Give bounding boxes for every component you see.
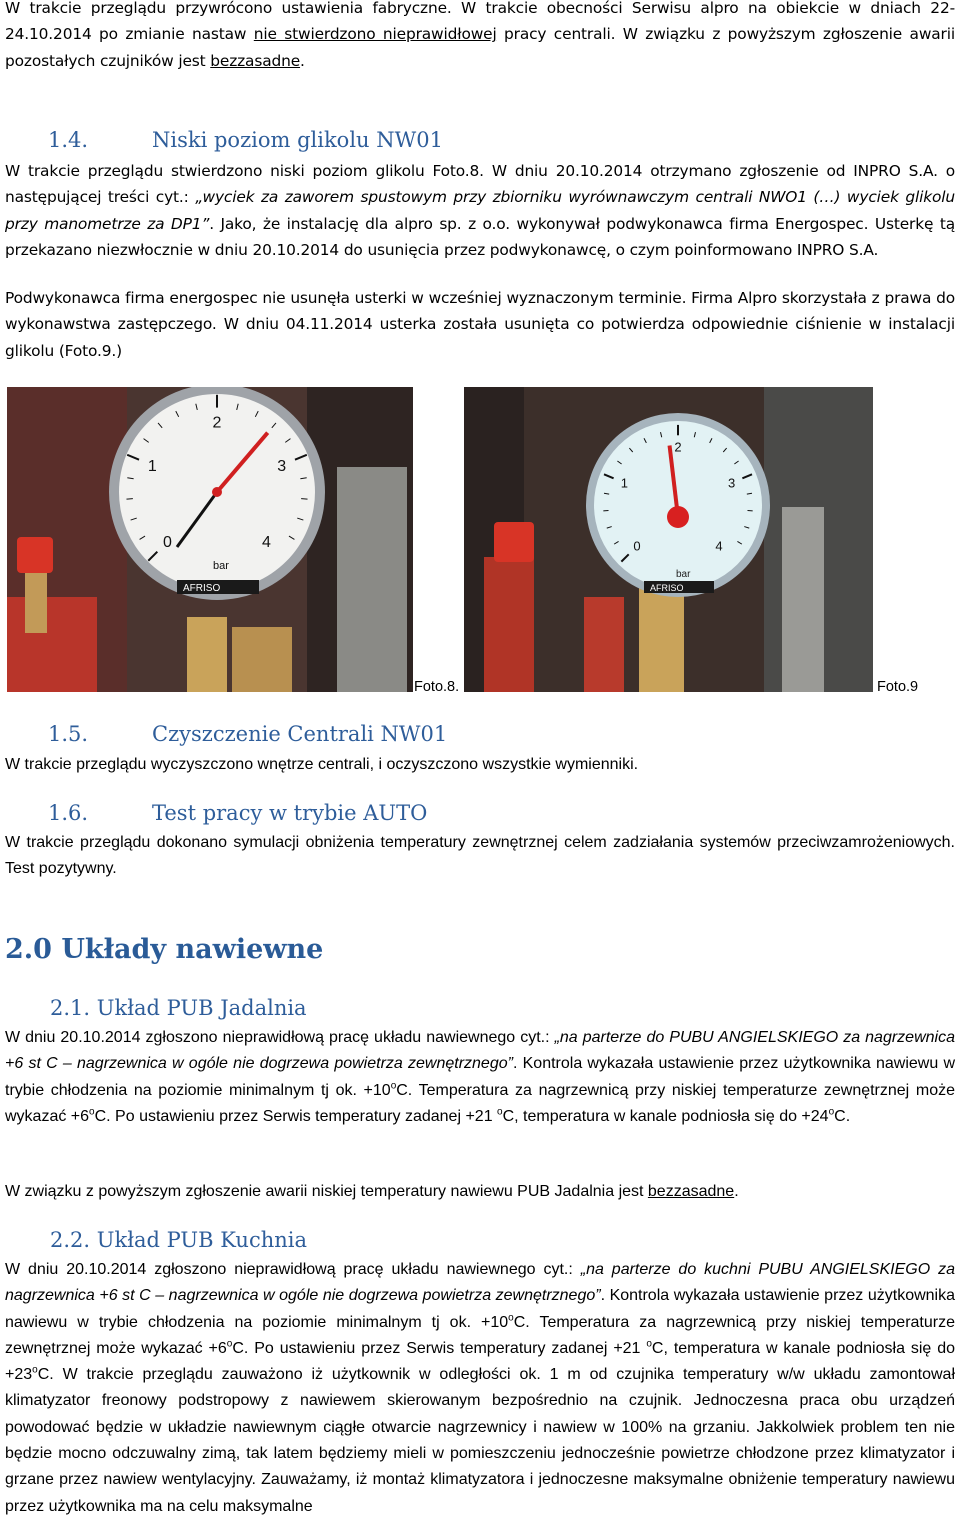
gauge-tick-label: 0 bbox=[633, 538, 641, 554]
section-title: Układ PUB Jadalnia bbox=[96, 996, 307, 1020]
gauge-tick-label: 3 bbox=[727, 475, 736, 491]
gauge-tick-label: 4 bbox=[715, 538, 723, 554]
text: Podwykonawca firma energospec nie usunęła usterki w wcześniej wyznaczonym terminie. Firma Alpro skorzystała z prawa do wykonawstwa zastępczego. W dniu 04.11.2014 usterka została usunięta co potwierdza odpowiednie ciśnienie w instalacji glikolu (Foto.9.) bbox=[5, 289, 955, 360]
heading-2-0: 2.0 Układy nawiewne bbox=[5, 934, 324, 965]
text: C. Po ustawieniu przez Serwis temperatury zadanej +21 bbox=[94, 1107, 498, 1125]
section-title: Test pracy w trybie AUTO bbox=[152, 801, 428, 825]
text: . bbox=[734, 1183, 739, 1200]
degree-sign: o bbox=[89, 1106, 95, 1118]
heading-1-4 bbox=[48, 128, 443, 152]
photo-foto-9 bbox=[464, 387, 873, 692]
text: . bbox=[300, 51, 305, 70]
degree-sign: o bbox=[646, 1338, 652, 1350]
gauge-unit-label: bar bbox=[213, 560, 229, 572]
caption-foto-9: Foto.9 bbox=[877, 679, 919, 695]
gauge-tick-label: 0 bbox=[163, 534, 172, 552]
underlined-text: nie stwierdzono nieprawidłowej bbox=[253, 25, 497, 44]
degree-sign: o bbox=[508, 1312, 514, 1324]
quote-text: „wyciek za zaworem spustowym przy zbiorniku wyrównawczym centrali NWO1 (…) wyciek glikolu przy manometrze za DP1” bbox=[5, 188, 955, 233]
paragraph-1-6 bbox=[5, 830, 955, 883]
gauge-tick-label: 2 bbox=[212, 414, 222, 432]
text: C. Po ustawieniu przez Serwis temperatury zadanej +21 bbox=[232, 1339, 647, 1357]
quote-text: „na parterze do PUBU ANGIELSKIEGO za nagrzewnica +6 st C – nagrzewnica w ogóle nie dogrzewa powietrza zewnętrznego” bbox=[5, 1029, 955, 1073]
gauge-unit-label: bar bbox=[676, 569, 691, 580]
section-title: Czyszczenie Centrali NW01 bbox=[152, 722, 448, 746]
quote-text: „na parterze do kuchni PUBU ANGIELSKIEGO za nagrzewnica +6 st C – nagrzewnica w ogóle nie dogrzewa powietrza zewnętrznego” bbox=[5, 1261, 955, 1305]
underlined-text: bezzasadne bbox=[647, 1183, 735, 1200]
text: C, temperatura w kanale podniosła się do +23 bbox=[5, 1339, 956, 1384]
text: C. Temperatura za nagrzewnicą przy niskiej temperaturze zewnętrznej może wykazać +6 bbox=[5, 1313, 955, 1357]
section-number: 2.2. bbox=[50, 1228, 91, 1252]
text: W trakcie przeglądu dokonano symulacji obniżenia temperatury zewnętrznej celem zadziałania systemów przeciwzamrożeniowych. Test pozytywny. bbox=[5, 834, 955, 878]
gauge-tick-label: 4 bbox=[262, 534, 271, 552]
underlined-text: bezzasadne bbox=[210, 51, 301, 70]
degree-sign: o bbox=[390, 1080, 397, 1092]
text: C, temperatura w kanale podniosła się do +24 bbox=[502, 1107, 829, 1125]
text: W dniu 20.10.2014 zgłoszono nieprawidłową pracę układu nawiewnego cyt.: bbox=[5, 1029, 555, 1046]
text: pracy centrali. W związku z powyższym zgłoszenie awarii pozostałych czujników jest bbox=[5, 25, 955, 70]
degree-sign: o bbox=[497, 1106, 503, 1118]
gauge-tick-label: 1 bbox=[620, 475, 629, 491]
section-number: 2.1. bbox=[50, 996, 91, 1020]
text: W trakcie przeglądu stwierdzono niski poziom glikolu Foto.8. W dniu 20.10.2014 otrzymano zgłoszenie od INPRO S.A. o następującej treści cyt.: bbox=[5, 162, 955, 207]
paragraph-intro bbox=[5, 0, 955, 74]
section-title: Niski poziom glikolu NW01 bbox=[152, 128, 443, 152]
paragraph-2-1-b bbox=[5, 1179, 955, 1205]
degree-sign: o bbox=[32, 1364, 38, 1376]
text: . Kontrola wykazała ustawienie przez użytkownika nawiewu w trybie chłodzenia na poziomie minimalnym tj ok. +10 bbox=[5, 1055, 955, 1099]
paragraph-2-2 bbox=[5, 1257, 955, 1520]
text: W trakcie przeglądu wyczyszczono wnętrze centrali, i oczyszczono wszystkie wymienniki. bbox=[5, 756, 639, 773]
paragraph-1-4-b bbox=[5, 285, 955, 364]
section-number: 1.4. bbox=[48, 128, 89, 152]
gauge-tick-label: 3 bbox=[277, 457, 287, 475]
text: C. W trakcie przeglądu zauważono iż użytkownik w odległości ok. 1 m od czujnika temperatury w/w układu zamontował klimatyzator freonowy podstropowy z nawiewem skierowanym bezpośrednio na czujnik. Jednoczesna praca obu urządzeń powodować będzie w układzie nawiewnym ciągłe otwarcie nagrzewnicy i nawiew w 100% na grzaniu. Jakkolwiek problem ten nie będzie mocno odczuwalny zimą, tak latem będziemy mieli w pomieszczeniu jednocześnie powietrze chłodzone przez klimatyzator i grzane przez nawiew wentylacyjny. Zauważamy, iż montaż klimatyzatora i jednoczesne maksymalne obniżenie temperatury nawiewu przez użytkownika ma na celu maksymalne bbox=[5, 1366, 955, 1515]
gauge-tick-mark bbox=[126, 499, 132, 500]
brand-label: AFRISO bbox=[183, 583, 221, 594]
degree-sign: o bbox=[226, 1338, 233, 1350]
paragraph-1-5 bbox=[5, 752, 955, 778]
section-title: Układ PUB Kuchnia bbox=[96, 1228, 308, 1252]
caption-foto-8: Foto.8. bbox=[414, 679, 460, 695]
text: W związku z powyższym zgłoszenie awarii niskiej temperatury nawiewu PUB Jadalnia jest bbox=[5, 1183, 648, 1200]
heading-1-6 bbox=[48, 801, 427, 825]
section-number: 1.6. bbox=[48, 801, 89, 825]
gauge-tick-label: 2 bbox=[674, 439, 682, 455]
text: . Kontrola wykazała ustawienie przez użytkownika nawiewu w trybie chłodzenia na poziomie minimalnym tj ok. +10 bbox=[5, 1287, 955, 1331]
text: W trakcie przeglądu przywrócono ustawienia fabryczne. W trakcie obecności Serwisu alpro na obiekcie w dniach 22-24.10.2014 po zmianie nastaw bbox=[5, 0, 955, 44]
photo-foto-8 bbox=[7, 387, 413, 692]
manometer-photo-8 bbox=[7, 387, 413, 692]
manometer-photo-9 bbox=[464, 387, 873, 692]
text: W dniu 20.10.2014 zgłoszono nieprawidłową pracę układu nawiewnego cyt.: bbox=[5, 1261, 581, 1278]
text: . Jako, że instalację dla alpro sp. z o.o. wykonywał podwykonawca firma Energospec. Usterkę tą przekazano niezwłocznie w dniu 20.10.2014 do usunięcia przez podwykonawcę, o czym poinformowano INPRO S.A. bbox=[5, 214, 955, 259]
gauge-tick-mark bbox=[301, 499, 307, 500]
section-number: 1.5. bbox=[48, 722, 89, 746]
heading-1-5 bbox=[48, 722, 447, 746]
degree-sign: o bbox=[828, 1106, 835, 1118]
gauge-tick-label: 1 bbox=[147, 457, 157, 475]
heading-2-2 bbox=[50, 1228, 307, 1252]
paragraph-1-4-a bbox=[5, 158, 955, 263]
paragraph-2-1-a bbox=[5, 1025, 955, 1130]
brand-label: AFRISO bbox=[650, 583, 684, 593]
text: C. bbox=[834, 1107, 851, 1125]
heading-2-1 bbox=[50, 996, 307, 1020]
text: C. Temperatura za nagrzewnicą przy niskiej temperaturze zewnętrznej może wykazać +6 bbox=[5, 1081, 955, 1125]
